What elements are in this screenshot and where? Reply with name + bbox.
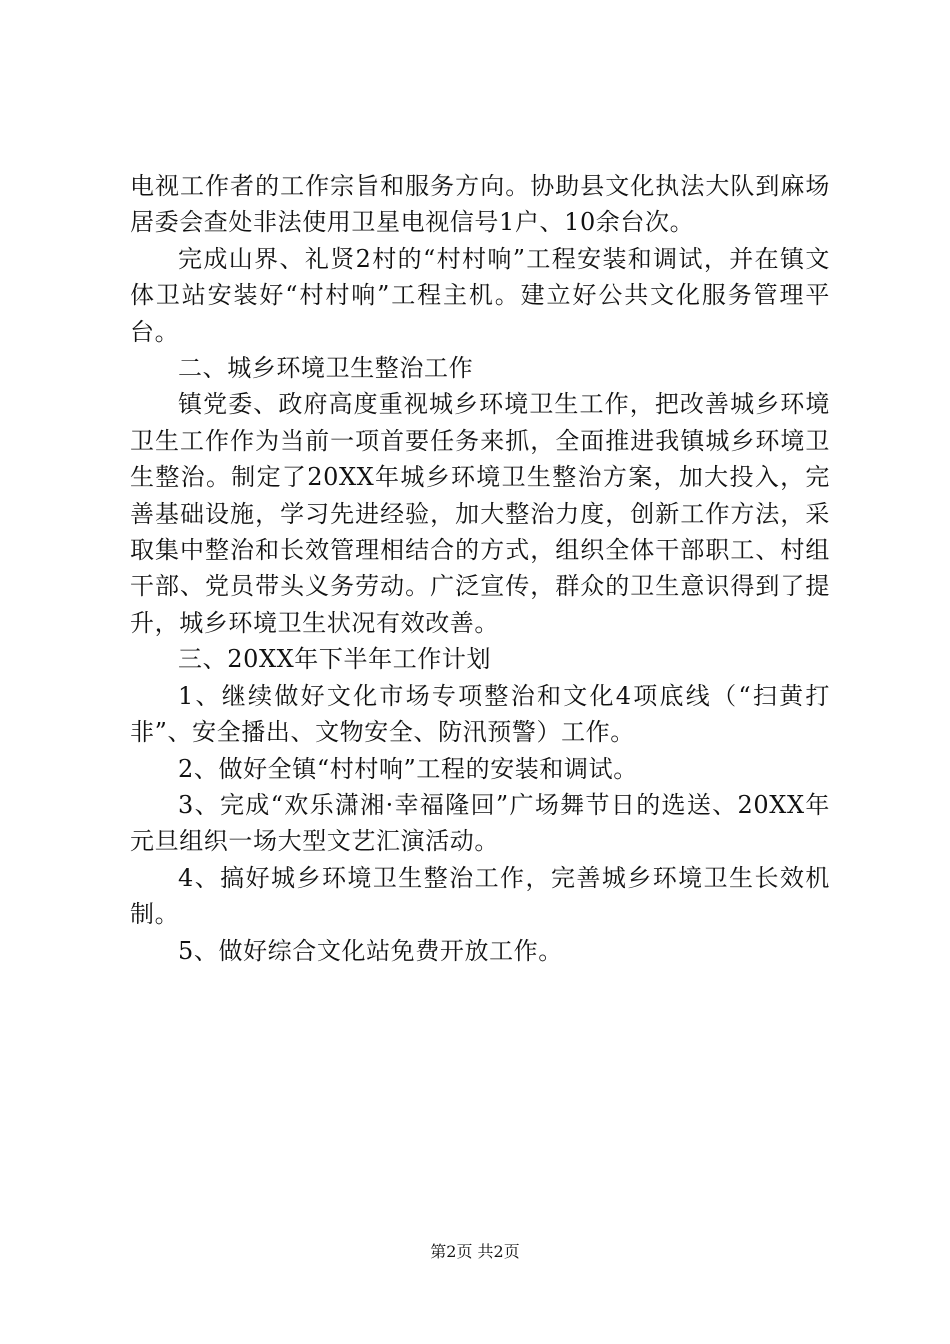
paragraph-continuation: 电视工作者的工作宗旨和服务方向。协助县文化执法大队到麻场居委会查处非法使用卫星电视信号1户、10余台次。 [130, 172, 830, 237]
page-number-footer: 第2页 共2页 [430, 1242, 520, 1261]
plan-item-5: 5、做好综合文化站免费开放工作。 [178, 936, 563, 965]
paragraph-sanitation: 镇党委、政府高度重视城乡环境卫生工作，把改善城乡环境卫生工作作为当前一项首要任务来抓，全面推进我镇城乡环境卫生整治。制定了20XX年城乡环境卫生整治方案，加大投入，完善基础设施，学习先进经验，加大整治力度，创新工作方法，采取集中整治和长效管理相结合的方式，组织全体干部职工、村组干部、党员带头义务劳动。广泛宣传，群众的卫生意识得到了提升，城乡环境卫生状况有效改善。 [130, 390, 830, 637]
plan-item-1: 1、继续做好文化市场专项整治和文化4项底线（“扫黄打非”、安全播出、文物安全、防汛预警）工作。 [130, 681, 830, 747]
section-heading-plan: 三、20XX年下半年工作计划 [178, 645, 492, 674]
section-heading-sanitation: 二、城乡环境卫生整治工作 [178, 354, 474, 383]
paragraph-village-broadcast: 完成山界、礼贤2村的“村村响”工程安装和调试，并在镇文体卫站安装好“村村响”工程主机。建立好公共文化服务管理平台。 [130, 244, 830, 346]
plan-item-2: 2、做好全镇“村村响”工程的安装和调试。 [178, 754, 638, 783]
document-body [130, 168, 830, 969]
plan-item-4: 4、搞好城乡环境卫生整治工作，完善城乡环境卫生长效机制。 [130, 863, 830, 929]
plan-item-3: 3、完成“欢乐潇湘·幸福隆回”广场舞节日的选送、20XX年元旦组织一场大型文艺汇演活动。 [130, 790, 830, 856]
